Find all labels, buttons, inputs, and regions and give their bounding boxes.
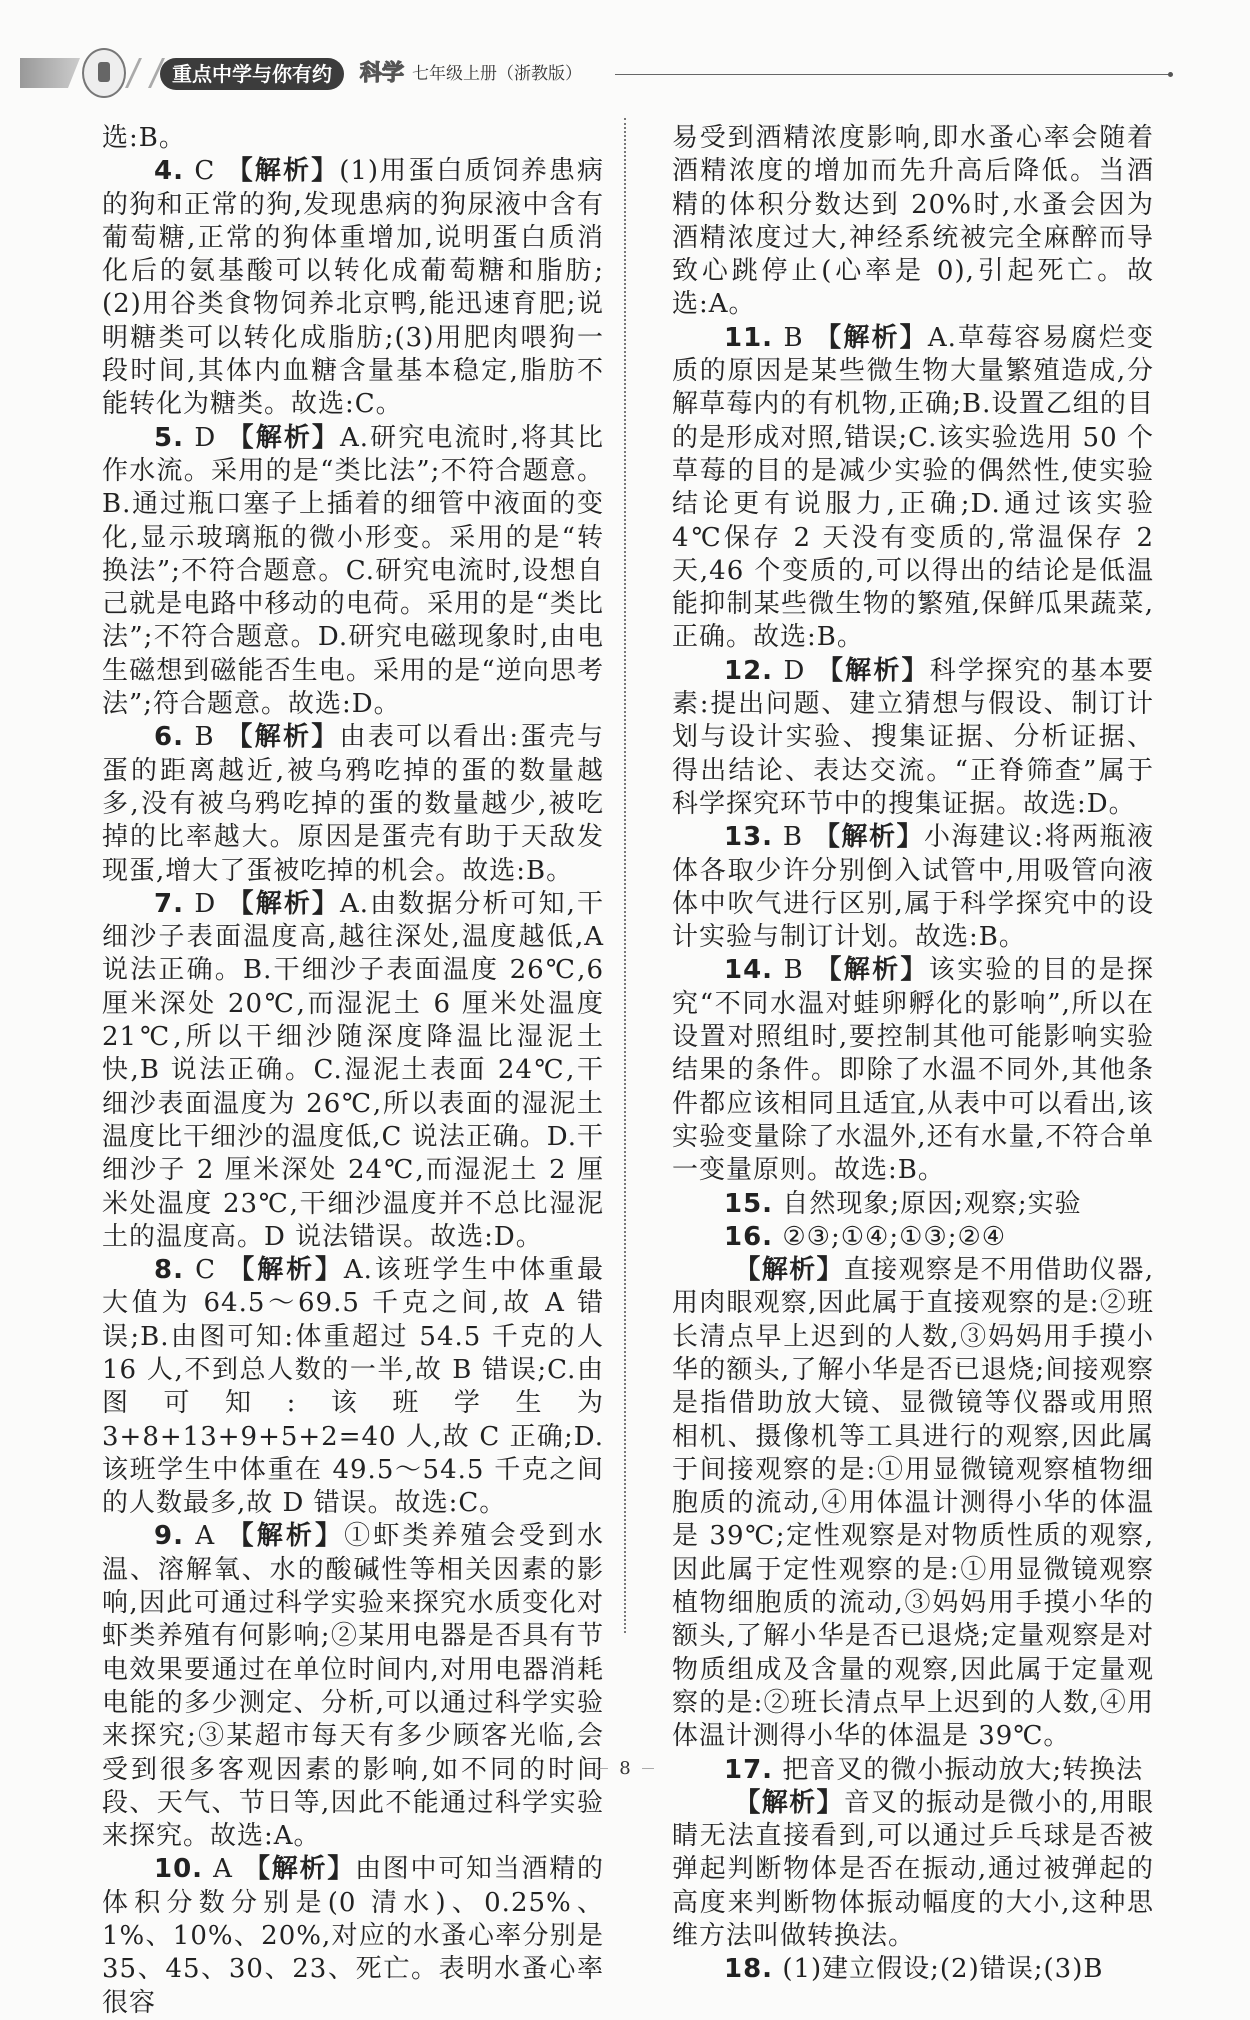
answer-choice: D <box>194 422 217 453</box>
answer-text: A.草莓容易腐烂变质的原因是某些微生物大量繁殖造成,分解草莓内的有机物,正确;B.设置乙组的目的是形成对照,错误;C.该实验选用 50 个草莓的目的是减少实验的偶然性,使实验结论更有说服力,正确;D.通过该实验 4℃保存 2 天没有变质的,常温保存 2 天,46 个变质的,可以得出的结论是低温能抑制某些微生物的繁殖,保鲜瓜果蔬菜,正确。故选:B。 <box>672 322 1154 653</box>
answer-choice: B <box>783 322 804 353</box>
school-logo-icon <box>82 48 126 98</box>
answer-choice: B <box>782 822 803 853</box>
answer-paragraph <box>102 122 604 155</box>
answer-text: A.该班学生中体重最大值为 64.5～69.5 千克之间,故 A 错误;B.由图可知:体重超过 54.5 千克的人 16 人,不到总人数的一半,故 B 错误;C.由图可知:该班学生为 3+8+13+9+5+2=40 人,故 C 正确;D.该班学生中体重在 49.5～54.5 千克之间的人数最多,故 D 错误。故选:C。 <box>102 1255 604 1519</box>
answer-paragraph <box>102 1520 604 1853</box>
answer-choice: A <box>195 1521 216 1552</box>
subject-title: 科学 <box>360 61 405 86</box>
answer-paragraph <box>672 322 1154 655</box>
answer-text: 选:B。 <box>102 123 186 153</box>
answer-paragraph <box>102 155 604 421</box>
grade-edition: 七年级上册（浙教版） <box>412 64 582 84</box>
answer-choice: B <box>783 955 804 986</box>
answer-paragraph <box>102 1254 604 1520</box>
question-number: 7. <box>154 888 184 919</box>
header-slash-decoration <box>125 58 165 88</box>
answer-text: 小海建议:将两瓶液体各取少许分别倒入试管中,用吸管向液体中吹气进行区别,属于科学探究中的设计实验与制订计划。故选:B。 <box>672 822 1154 953</box>
analysis-tag: 【解析】 <box>813 822 924 853</box>
answer-text: ②③;①④;①③;②④ <box>782 1221 1007 1252</box>
answer-choice: B <box>194 722 215 753</box>
answer-paragraph <box>672 122 1154 322</box>
answer-paragraph <box>102 422 604 722</box>
answer-paragraph <box>672 655 1154 821</box>
answer-paragraph <box>672 1254 1154 1753</box>
answer-paragraph <box>102 1853 604 2019</box>
analysis-tag: 【解析】 <box>225 156 340 187</box>
analysis-tag: 【解析】 <box>226 422 340 453</box>
question-number: 8. <box>154 1255 184 1286</box>
series-title: 重点中学与你有约 <box>160 58 344 90</box>
answer-paragraph <box>672 1754 1154 1787</box>
left-column <box>102 122 604 2020</box>
answer-text: (1)用蛋白质饲养患病的狗和正常的狗,发现患病的狗尿液中含有葡萄糖,正常的狗体重增加,说明蛋白质消化后的氨基酸可以转化成葡萄糖和脂肪;(2)用谷类食物饲养北京鸭,能迅速育肥;说明糖类可以转化成脂肪;(3)用肥肉喂狗一段时间,其体内血糖含量基本稳定,脂肪不能转化为糖类。故选:C。 <box>102 156 604 420</box>
answer-text: 该实验的目的是探究“不同水温对蛙卵孵化的影响”,所以在设置对照组时,要控制其他可能影响实验结果的条件。即除了水温不同外,其他条件都应该相同且适宜,从表中可以看出,该实验变量除了水温外,还有水量,不符合单一变量原则。故选:B。 <box>672 955 1154 1186</box>
question-number: 6. <box>154 722 184 753</box>
answer-paragraph <box>672 1188 1154 1221</box>
analysis-tag: 【解析】 <box>225 1521 345 1552</box>
analysis-tag: 【解析】 <box>815 655 930 686</box>
header-rule <box>615 74 1170 75</box>
analysis-tag: 【解析】 <box>814 322 928 353</box>
answer-choice: C <box>195 1255 217 1286</box>
analysis-tag: 【解析】 <box>814 955 929 986</box>
question-number: 4. <box>154 156 184 187</box>
answer-paragraph <box>102 888 604 1254</box>
answer-choice: C <box>194 156 216 187</box>
question-number: 9. <box>154 1521 184 1552</box>
answer-paragraph <box>102 721 604 887</box>
answer-text: 直接观察是不用借助仪器,用肉眼观察,因此属于直接观察的是:②班长清点早上迟到的人数,③妈妈用手摸小华的额头,了解小华是否已退烧;间接观察是指借助放大镜、显微镜等仪器或用照相机、摄像机等工具进行的观察,因此属于间接观察的是:①用显微镜观察植物细胞质的流动,④用体温计测得小华的体温是 39℃;定性观察是对物质性质的观察,因此属于定性观察的是:①用显微镜观察植物细胞质的流动,③妈妈用手摸小华的额头,了解小华是否已退烧;定量观察是对物质组成及含量的观察,因此属于定量观察的是:②班长清点早上迟到的人数,④用体温计测得小华的体温是 39℃。 <box>672 1255 1154 1752</box>
column-divider <box>624 118 626 1633</box>
answer-text: ①虾类养殖会受到水温、溶解氧、水的酸碱性等相关因素的影响,因此可通过科学实验来探究水质变化对虾类养殖有何影响;②某用电器是否具有节电效果要通过在单位时间内,对用电器消耗电能的多少测定、分析,可以通过科学实验来探究;③某超市每天有多少顾客光临,会受到很多客观因素的影响,如不同的时间段、天气、节日等,因此不能通过科学实验来探究。故选:A。 <box>102 1521 604 1852</box>
analysis-tag: 【解析】 <box>226 888 340 919</box>
page-number: 8 <box>610 1758 640 1779</box>
answer-choice: A <box>213 1854 233 1885</box>
question-number: 11. <box>724 322 774 353</box>
answer-text: A.研究电流时,将其比作水流。采用的是“类比法”;不符合题意。B.通过瓶口塞子上插着的细管中液面的变化,显示玻璃瓶的微小形变。采用的是“转换法”;不符合题意。C.研究电流时,设想自己就是电路中移动的电荷。采用的是“类比法”;不符合题意。D.研究电磁现象时,由电生磁想到磁能否生电。采用的是“逆向思考法”;符合题意。故选:D。 <box>102 422 605 720</box>
answer-paragraph <box>672 954 1154 1187</box>
answer-choice: D <box>783 655 806 686</box>
question-number: 13. <box>724 822 774 853</box>
answer-text: A.由数据分析可知,干细沙子表面温度高,越往深处,温度越低,A 说法正确。B.干细沙子表面温度 26℃,6 厘米深处 20℃,而湿泥土 6 厘米处温度 21℃,所以干细沙随深度降温比湿泥土快,B 说法正确。C.湿泥土表面 24℃,干细沙表面温度为 26℃,所以表面的湿泥土温度比干细沙的温度低,C 说法正确。D.干细沙子 2 厘米深处 24℃,而湿泥土 2 厘米处温度 23℃,干细沙温度并不总比湿泥土的温度高。D 说法错误。故选:D。 <box>102 888 605 1252</box>
question-number: 12. <box>724 655 774 686</box>
answer-text: (1)建立假设;(2)错误;(3)B <box>782 1954 1104 1985</box>
analysis-tag: 【解析】 <box>734 1255 844 1286</box>
answer-paragraph <box>672 821 1154 954</box>
answer-text: 易受到酒精浓度影响,即水蚤心率会随着酒精浓度的增加而先升高后降低。当酒精的体积分数达到 20%时,水蚤会因为酒精浓度过大,神经系统被完全麻醉而导致心跳停止(心率是 0),引起死亡。故选:A。 <box>672 123 1154 320</box>
answer-text: 音叉的振动是微小的,用眼睛无法直接看到,可以通过乒乓球是否被弹起判断物体是否在振动,通过被弹起的高度来判断物体振动幅度的大小,这种思维方法叫做转换法。 <box>672 1787 1154 1952</box>
question-number: 18. <box>724 1954 774 1985</box>
answer-paragraph <box>672 1221 1154 1254</box>
analysis-tag: 【解析】 <box>243 1854 355 1885</box>
question-number: 16. <box>724 1221 774 1252</box>
answer-text: 由图中可知当酒精的体积分数分别是(0 清水)、0.25%、1%、10%、20%,对应的水蚤心率分别是 35、45、30、23、死亡。表明水蚤心率很容 <box>102 1854 604 2018</box>
answer-text: 把音叉的微小振动放大;转换法 <box>782 1754 1144 1785</box>
analysis-tag: 【解析】 <box>226 1255 344 1286</box>
question-number: 10. <box>154 1854 204 1885</box>
answer-text: 科学探究的基本要素:提出问题、建立猜想与假设、制订计划与设计实验、搜集证据、分析证据、得出结论、表达交流。“正脊筛查”属于科学探究环节中的搜集证据。故选:D。 <box>672 655 1154 819</box>
answer-paragraph <box>672 1953 1154 1986</box>
answer-paragraph <box>672 1787 1154 1953</box>
answer-text: 由表可以看出:蛋壳与蛋的距离越近,被乌鸦吃掉的蛋的数量越多,没有被乌鸦吃掉的蛋的数量越少,被吃掉的比率越大。原因是蛋壳有助于天敌发现蛋,增大了蛋被吃掉的机会。故选:B。 <box>102 722 604 886</box>
question-number: 14. <box>724 955 774 986</box>
analysis-tag: 【解析】 <box>225 722 340 753</box>
question-number: 17. <box>724 1754 774 1785</box>
answer-choice: D <box>194 888 217 919</box>
answer-text: 自然现象;原因;观察;实验 <box>782 1188 1082 1219</box>
question-number: 5. <box>154 422 184 453</box>
header-stripe-decoration <box>20 58 80 88</box>
right-column <box>672 122 1154 1987</box>
analysis-tag: 【解析】 <box>734 1787 844 1818</box>
page-header <box>20 48 1160 98</box>
question-number: 15. <box>724 1188 774 1219</box>
